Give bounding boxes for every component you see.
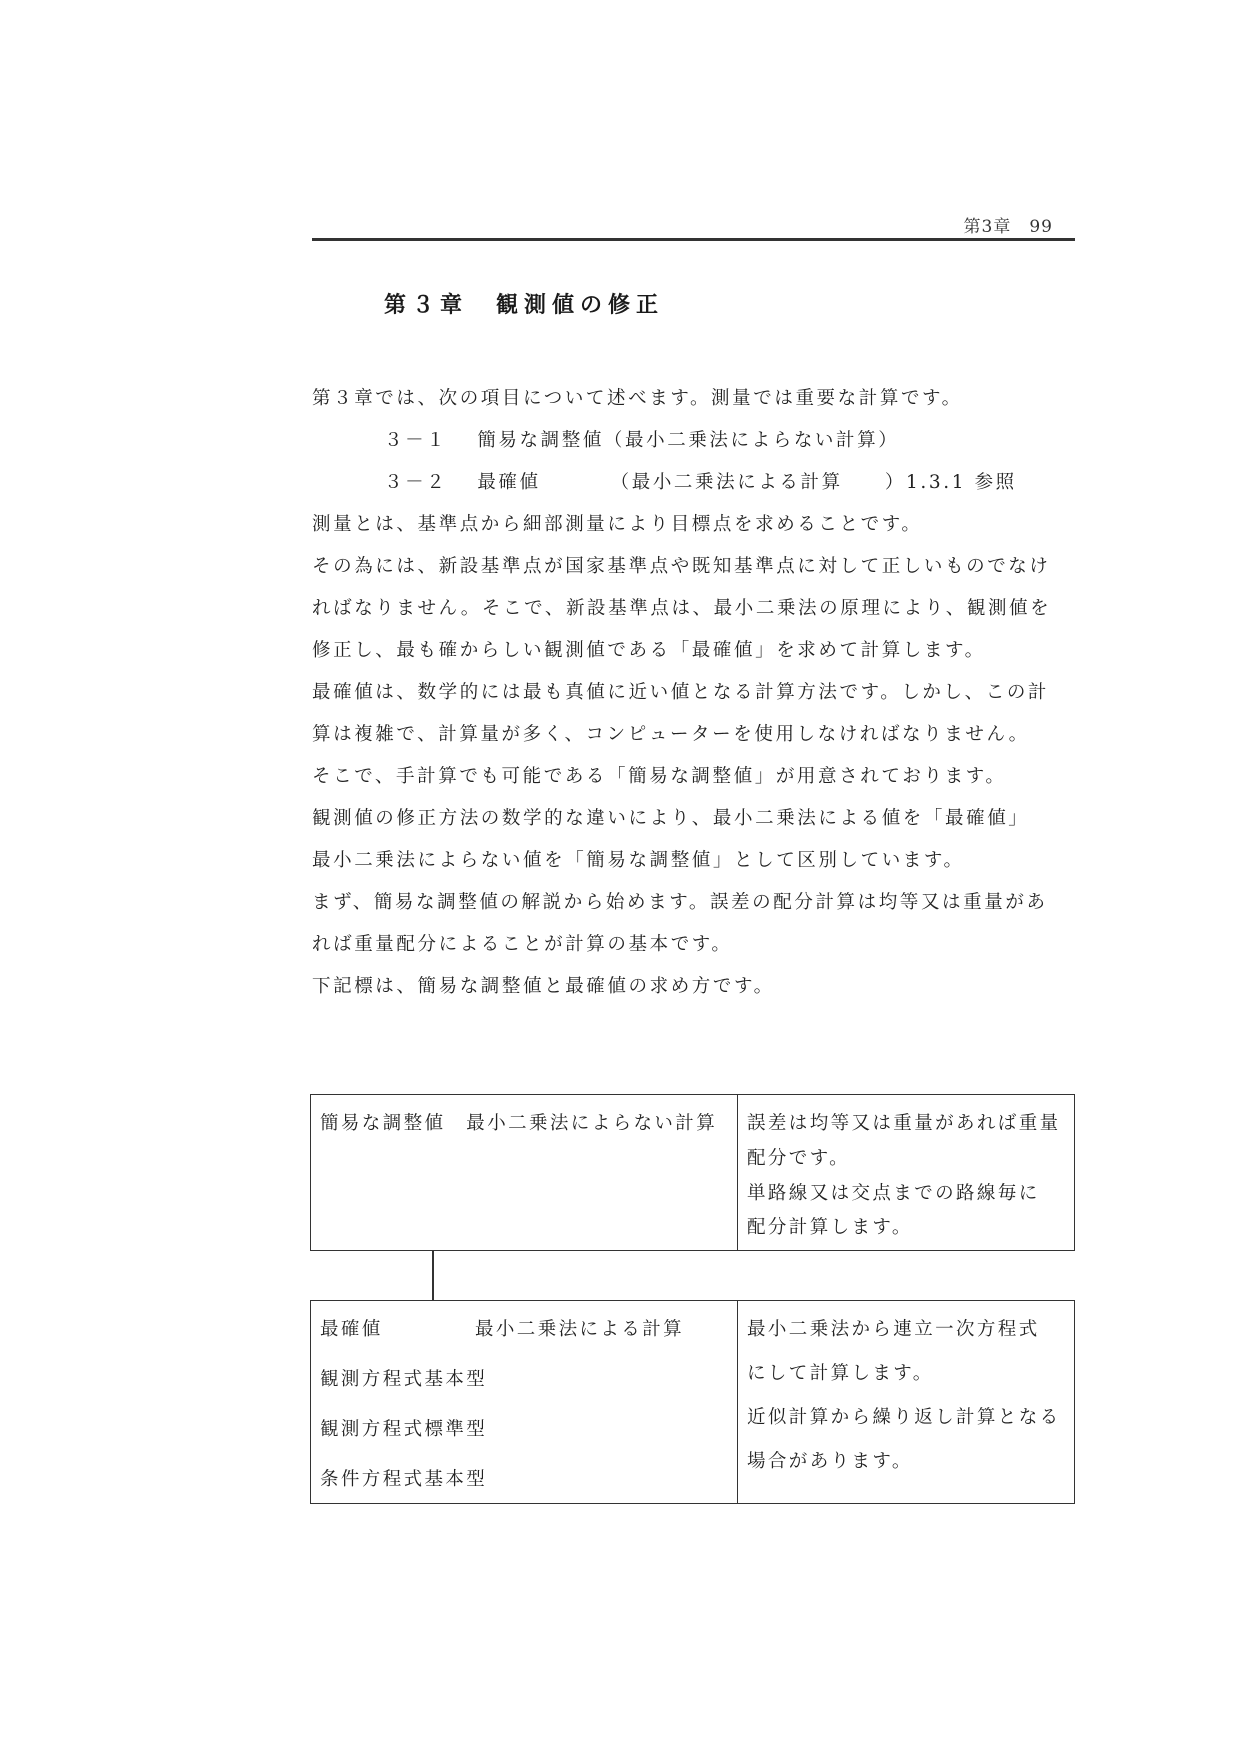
running-head: 第3章 99	[963, 217, 1053, 237]
paragraph-line: そこで、手計算でも可能である「簡易な調整値」が用意されております。	[312, 766, 1007, 787]
paragraph-line: 算は複雑で、計算量が多く、コンピューターを使用しなければなりません。	[312, 724, 1030, 745]
paragraph-line: 観測値の修正方法の数学的な違いにより、最小二乗法による値を「最確値」	[312, 808, 1030, 829]
table-cell-left	[311, 1095, 738, 1250]
simple-adjustment-table	[310, 1094, 1075, 1251]
paragraph-line: ればなりません。そこで、新設基準点は、最小二乗法の原理により、観測値を	[312, 598, 1052, 619]
table-cell-text: 誤差は均等又は重量があれば重量	[747, 1113, 1061, 1134]
table-cell-text: 最確値	[320, 1319, 383, 1340]
list-item-number: ３－１	[384, 430, 448, 451]
list-item	[312, 420, 1082, 462]
table-cell-right	[738, 1301, 1074, 1503]
table-cell-text: 簡易な調整値 最小二乗法によらない計算	[320, 1113, 718, 1134]
table-cell-left	[311, 1301, 738, 1503]
table-connector-line	[432, 1250, 434, 1300]
table-cell-text: 単路線又は交点までの路線毎に	[747, 1183, 1040, 1204]
list-item	[312, 462, 1082, 504]
table-cell-text: 近似計算から繰り返し計算となる	[747, 1407, 1061, 1428]
table-cell-text: 配分です。	[747, 1148, 851, 1169]
table-cell-text: 観測方程式基本型	[320, 1369, 488, 1390]
chapter-title: 第３章 観測値の修正	[384, 293, 665, 318]
most-probable-value-table	[310, 1300, 1075, 1504]
paragraph-line: 第３章では、次の項目について述べます。測量では重要な計算です。	[312, 388, 963, 409]
paragraph-line: 修正し、最も確からしい観測値である「最確値」を求めて計算します。	[312, 640, 986, 661]
table-cell-text: 最小二乗法による計算	[475, 1319, 685, 1340]
table-cell-text: 配分計算します。	[747, 1217, 913, 1238]
body-text	[312, 378, 1082, 1008]
list-item-label: 簡易な調整値（最小二乗法によらない計算）	[477, 430, 900, 451]
table-cell-right	[738, 1095, 1074, 1250]
table-cell-text: 場合があります。	[747, 1451, 913, 1472]
list-item-number: ３－２	[384, 472, 448, 493]
paragraph-line: 下記標は、簡易な調整値と最確値の求め方です。	[312, 976, 775, 997]
table-cell-text: にして計算します。	[747, 1363, 934, 1384]
paragraph-line: れば重量配分によることが計算の基本です。	[312, 934, 733, 955]
table-cell-text: 観測方程式標準型	[320, 1419, 488, 1440]
page-header	[312, 208, 1075, 241]
paragraph-line: 測量とは、基準点から細部測量により目標点を求めることです。	[312, 514, 923, 535]
paragraph-line: 最小二乗法によらない値を「簡易な調整値」として区別しています。	[312, 850, 965, 871]
paragraph-line: 最確値は、数学的には最も真値に近い値となる計算方法です。しかし、この計	[312, 682, 1050, 703]
paragraph-line: まず、簡易な調整値の解説から始めます。誤差の配分計算は均等又は重量があ	[312, 892, 1048, 913]
list-item-label: 最確値	[477, 472, 541, 493]
paragraph-line: その為には、新設基準点が国家基準点や既知基準点に対して正しいものでなけ	[312, 556, 1051, 577]
list-item-note: （最小二乗法による計算 ）1.3.1 参照	[610, 472, 1017, 493]
table-cell-text: 最小二乗法から連立一次方程式	[747, 1319, 1040, 1340]
table-cell-text: 条件方程式基本型	[320, 1469, 488, 1490]
